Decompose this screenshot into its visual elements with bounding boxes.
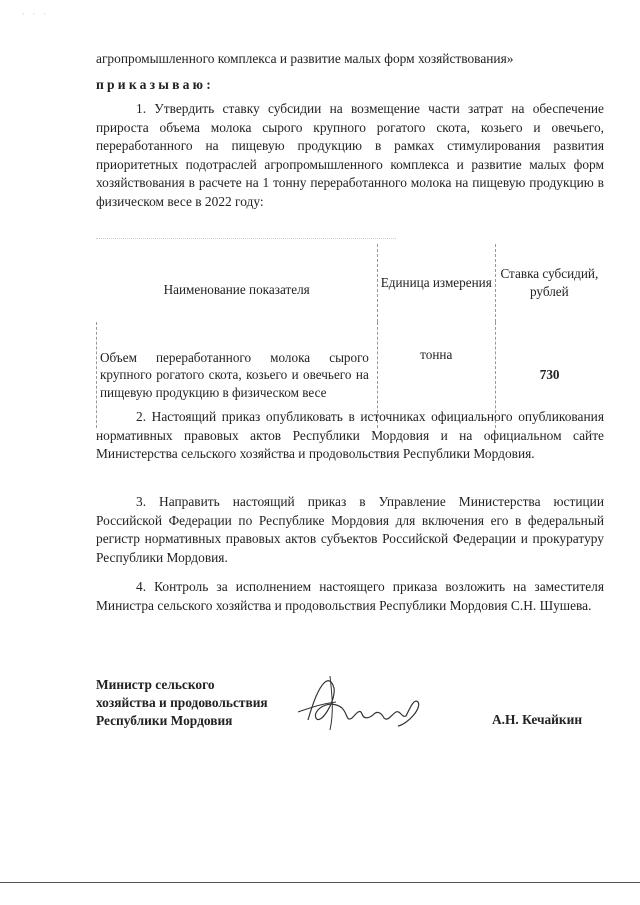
signatory-name: А.Н. Кечайкин (492, 712, 583, 727)
header-rate: Ставка субсидий, рублей (500, 266, 599, 299)
cell-rate: 730 (539, 367, 560, 383)
item-4: 4. Контроль за исполнением настоящего приказа возложить на заместителя Министра сельского хозяйства и продовольствия Республики Мордовия С.Н. Шушева. (96, 579, 604, 613)
handwritten-signature (290, 668, 430, 738)
table-header-row (97, 244, 604, 322)
order-word: приказываю: (96, 77, 214, 92)
item-3: 3. Направить настоящий приказ в Управление Министерства юстиции Российской Федерации по Республике Мордовия для включения его в федеральный регистр нормативных правовых актов субъектов Российской Федерации и прокуратуру Республики Мордовия. (96, 494, 604, 565)
signatory-line-1: Министр сельского (96, 677, 215, 692)
page-bottom-line (0, 882, 640, 883)
item-2: 2. Настоящий приказ опубликовать в источниках официального опубликования нормативных правовых актов Республики Мордовия и на официальном сайте Министерства сельского хозяйства и продовольствия Республики Мордовия. (96, 409, 604, 462)
header-indicator: Наименование показателя (163, 282, 310, 298)
item-1: 1. Утвердить ставку субсидии на возмещение части затрат на обеспечение прироста объема молока сырого крупного рогатого скота, козьего и овечьего, переработанного на пищевую продукцию в рамках стимулирования развития приоритетных подотраслей агропромышленного комплекса и развитие малых форм хозяйствования в расчете на 1 тонну переработанного молока на пищевую продукцию в физическом весе в 2022 году: (96, 101, 604, 209)
intro-line: агропромышленного комплекса и развитие малых форм хозяйствования» (96, 51, 514, 66)
signatory-line-3: Республики Мордовия (96, 713, 233, 728)
scan-dots (96, 238, 396, 240)
cell-unit: тонна (377, 322, 495, 428)
header-unit: Единица измерения (377, 244, 495, 322)
signatory-line-2: хозяйства и продовольствия (96, 695, 268, 710)
signatory-position (96, 676, 268, 730)
subsidy-table (96, 244, 604, 428)
scan-artifact: · · · (22, 10, 49, 19)
cell-indicator: Объем переработанного молока сырого крупного рогатого скота, козьего и овечьего на пищевую продукцию в физическом весе (97, 322, 378, 428)
